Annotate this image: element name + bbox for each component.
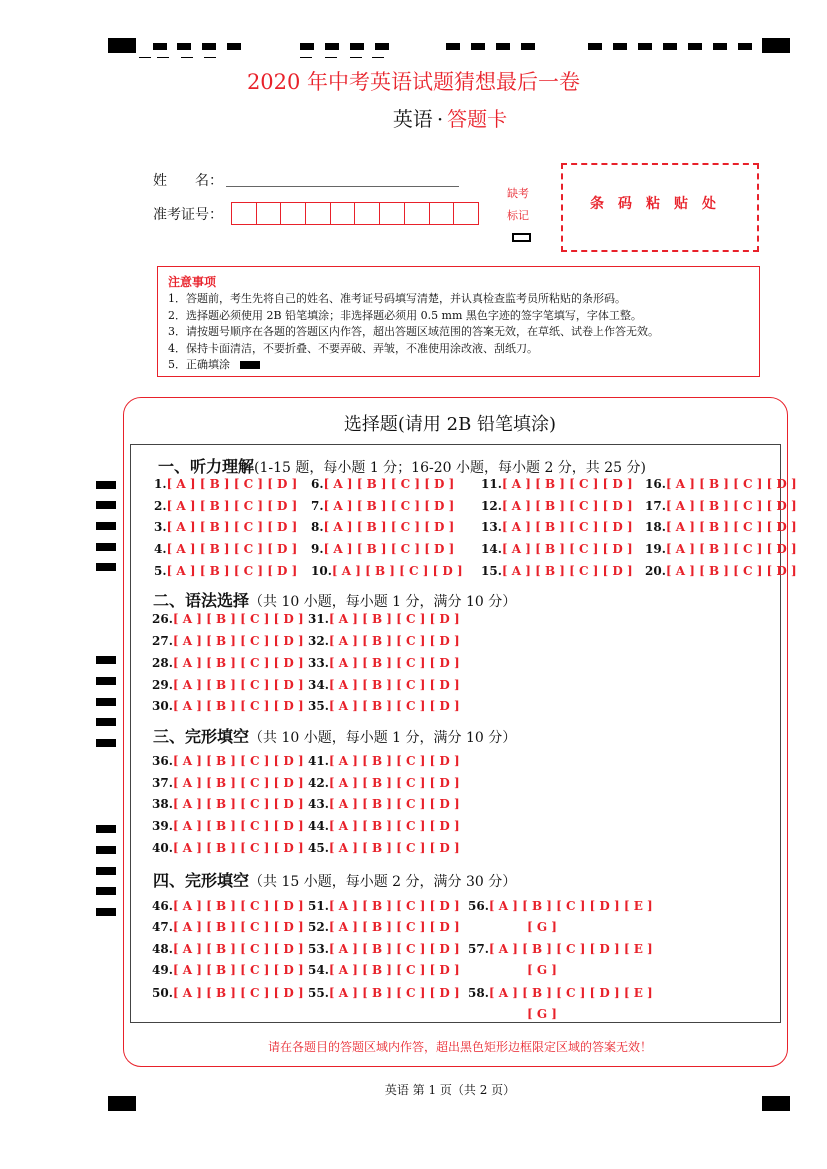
timing-mark [762,38,790,53]
absent-line2: 标记 [507,209,529,222]
question-36[interactable] [152,754,304,768]
question-number: 41. [308,754,329,768]
question-14[interactable] [481,542,633,556]
question-number: 18. [645,520,666,534]
footer-warning: 请在各题目的答题区域内作答，超出黑色矩形边框限定区域的答案无效！ [267,1040,652,1054]
page-title: 2020 年中考英语试题猜想最后一卷 [246,70,581,94]
question-number: 56. [468,899,489,913]
answer-options[interactable]: [ A ] [ B ] [ C ] [ D ] [328,899,460,913]
question-number: 14. [481,542,502,556]
timing-mark [96,825,116,833]
answer-options[interactable]: [ A ] [ B ] [ C ] [ D ] [328,963,460,977]
timing-mark [496,43,510,50]
answer-options[interactable]: [ A ] [ B ] [ C ] [ D ] [328,678,460,692]
timing-mark [108,38,136,53]
section-name: 一、听力理解 [158,457,255,476]
answer-options[interactable]: [ G ] [527,920,557,934]
question-52[interactable] [308,920,460,934]
answer-options[interactable]: [ A ] [ B ] [ C ] [ D ] [ E ] [488,986,653,1000]
question-4[interactable] [154,542,297,556]
answer-options[interactable]: [ A ] [ B ] [ C ] [ D ] [665,477,797,491]
answer-options[interactable]: [ A ] [ B ] [ C ] [ D ] [328,986,460,1000]
question-number: 11. [481,477,502,491]
question-35[interactable] [308,699,460,713]
answer-option-g-57[interactable] [527,963,557,977]
question-9[interactable] [311,542,454,556]
answer-options[interactable]: [ A ] [ B ] [ C ] [ D ] [166,477,298,491]
question-number: 10. [311,564,332,578]
timing-mark [300,43,314,50]
separator: · [436,107,444,131]
id-digit-box[interactable] [405,203,430,224]
timing-mark [96,908,116,916]
question-number: 26. [152,612,173,626]
answer-options[interactable]: [ A ] [ B ] [ C ] [ D ] [323,477,455,491]
question-number: 27. [152,634,173,648]
answer-options[interactable]: [ A ] [ B ] [ C ] [ D ] [172,819,304,833]
question-number: 5. [154,564,167,578]
answer-options[interactable]: [ A ] [ B ] [ C ] [ D ] [172,841,304,855]
question-number: 50. [152,986,173,1000]
timing-mark [96,543,116,551]
id-digit-box[interactable] [306,203,331,224]
answer-options[interactable]: [ A ] [ B ] [ C ] [ D ] [172,612,304,626]
question-31[interactable] [308,612,460,626]
question-number: 6. [311,477,324,491]
question-number: 15. [481,564,502,578]
section-header-listening [158,454,646,477]
notice-item: 4．保持卡面清洁，不要折叠、不要弄破、弄皱，不准使用涂改液、刮纸刀。 [168,341,538,355]
timing-mark [108,1096,136,1111]
timing-mark [638,43,652,50]
section-header-cloze [153,724,516,747]
question-number: 35. [308,699,329,713]
timing-mark [96,718,116,726]
question-13[interactable] [481,520,633,534]
question-5[interactable] [154,564,297,578]
id-digit-box[interactable] [232,203,257,224]
question-number: 38. [152,797,173,811]
question-11[interactable] [481,477,633,491]
answer-options[interactable]: [ A ] [ B ] [ C ] [ D ] [328,797,460,811]
question-20[interactable] [645,564,797,578]
answer-options[interactable]: [ A ] [ B ] [ C ] [ D ] [172,942,304,956]
timing-mark [96,563,116,571]
timing-mark [663,43,677,50]
fill-sample [240,361,260,369]
question-34[interactable] [308,678,460,692]
question-39[interactable] [152,819,304,833]
notice-title: 注意事项 [168,275,217,289]
question-number: 29. [152,678,173,692]
timing-mark [325,43,339,50]
question-number: 3. [154,520,167,534]
answer-option-g-56[interactable] [527,920,557,934]
answer-options[interactable]: [ A ] [ B ] [ C ] [ D ] [172,986,304,1000]
question-15[interactable] [481,564,633,578]
card-label: 答题卡 [447,107,508,131]
timing-mark [96,677,116,685]
timing-mark [96,846,116,854]
answer-options[interactable]: [ A ] [ B ] [ C ] [ D ] [172,634,304,648]
question-40[interactable] [152,841,304,855]
question-number: 9. [311,542,324,556]
question-26[interactable] [152,612,304,626]
question-number: 45. [308,841,329,855]
question-number: 54. [308,963,329,977]
id-digit-box[interactable] [430,203,455,224]
answer-options[interactable]: [ A ] [ B ] [ C ] [ D ] [665,520,797,534]
question-number: 40. [152,841,173,855]
timing-mark [446,43,460,50]
question-28[interactable] [152,656,304,670]
question-number: 58. [468,986,489,1000]
answer-options[interactable]: [ A ] [ B ] [ C ] [ D ] [328,841,460,855]
question-44[interactable] [308,819,460,833]
question-58[interactable] [468,986,653,1000]
timing-mark [613,43,627,50]
timing-mark [204,57,216,58]
question-27[interactable] [152,634,304,648]
question-1[interactable] [154,477,297,491]
timing-mark [96,522,116,530]
question-number: 36. [152,754,173,768]
timing-mark [139,57,151,58]
timing-mark [96,501,116,509]
answer-options[interactable]: [ A ] [ B ] [ C ] [ D ] [172,963,304,977]
answer-options[interactable]: [ G ] [527,1007,557,1021]
answer-options[interactable]: [ A ] [ B ] [ C ] [ D ] [501,564,633,578]
timing-mark [157,57,169,58]
name-field[interactable] [226,185,459,187]
timing-mark [202,43,216,50]
timing-mark [300,57,312,58]
id-number-boxes[interactable] [231,202,479,225]
answer-options[interactable]: [ A ] [ B ] [ C ] [ D ] [172,678,304,692]
timing-mark [181,57,193,58]
question-number: 43. [308,797,329,811]
section-name: 三、完形填空 [153,727,250,746]
question-number: 7. [311,499,324,513]
answer-options[interactable]: [ A ] [ B ] [ C ] [ D ] [501,477,633,491]
answer-options[interactable]: [ A ] [ B ] [ C ] [ D ] [328,634,460,648]
question-41[interactable] [308,754,460,768]
answer-options[interactable]: [ A ] [ B ] [ C ] [ D ] [328,656,460,670]
question-18[interactable] [645,520,797,534]
answer-options[interactable]: [ A ] [ B ] [ C ] [ D ] [665,564,797,578]
question-3[interactable] [154,520,297,534]
answer-options[interactable]: [ A ] [ B ] [ C ] [ D ] [501,499,633,513]
notice-item: 1．答题前，考生先将自己的姓名、准考证号码填写清楚，并认真检查监考员所粘贴的条形码。 [168,292,626,305]
timing-mark [227,43,241,50]
question-number: 57. [468,942,489,956]
question-47[interactable] [152,920,304,934]
section-note: （共 10 小题，每小题 1 分，满分 10 分） [249,594,517,610]
timing-mark [688,43,702,50]
question-10[interactable] [311,564,463,578]
answer-options[interactable]: [ A ] [ B ] [ C ] [ D ] [166,564,298,578]
question-number: 8. [311,520,324,534]
id-digit-box[interactable] [257,203,282,224]
question-54[interactable] [308,963,460,977]
question-number: 31. [308,612,329,626]
answer-options[interactable]: [ A ] [ B ] [ C ] [ D ] [172,776,304,790]
question-number: 20. [645,564,666,578]
question-number: 12. [481,499,502,513]
question-7[interactable] [311,499,454,513]
absent-mark-label [499,183,537,227]
section-note: (1-15 题，每小题 1 分；16-20 小题，每小题 2 分，共 25 分) [254,460,646,476]
timing-mark [521,43,535,50]
timing-mark [375,43,389,50]
timing-mark [588,43,602,50]
timing-mark [96,739,116,747]
answer-options[interactable]: [ A ] [ B ] [ C ] [ D ] [172,797,304,811]
name-label: 姓 名： [153,173,223,189]
question-46[interactable] [152,899,304,913]
question-number: 33. [308,656,329,670]
question-17[interactable] [645,499,797,513]
question-number: 17. [645,499,666,513]
question-55[interactable] [308,986,460,1000]
id-digit-box[interactable] [355,203,380,224]
question-number: 32. [308,634,329,648]
answer-options[interactable]: [ A ] [ B ] [ C ] [ D ] [328,942,460,956]
id-digit-box[interactable] [380,203,405,224]
answer-options[interactable]: [ A ] [ B ] [ C ] [ D ] [172,699,304,713]
question-33[interactable] [308,656,460,670]
question-number: 1. [154,477,167,491]
question-number: 48. [152,942,173,956]
question-number: 39. [152,819,173,833]
question-49[interactable] [152,963,304,977]
question-43[interactable] [308,797,460,811]
answer-options[interactable]: [ A ] [ B ] [ C ] [ D ] [328,776,460,790]
question-number: 28. [152,656,173,670]
answer-options[interactable]: [ A ] [ B ] [ C ] [ D ] [172,754,304,768]
barcode-area: 条码粘贴处 [561,163,759,252]
answer-options[interactable]: [ A ] [ B ] [ C ] [ D ] [ E ] [488,899,653,913]
question-number: 13. [481,520,502,534]
answer-options[interactable]: [ A ] [ B ] [ C ] [ D ] [665,499,797,513]
question-29[interactable] [152,678,304,692]
question-51[interactable] [308,899,460,913]
question-number: 47. [152,920,173,934]
timing-mark [96,867,116,875]
question-number: 30. [152,699,173,713]
answer-options[interactable]: [ A ] [ B ] [ C ] [ D ] [166,542,298,556]
section-name: 四、完形填空 [153,871,250,890]
section-header-cloze2 [153,868,516,891]
absent-mark-box[interactable] [512,233,531,242]
question-48[interactable] [152,942,304,956]
question-30[interactable] [152,699,304,713]
answer-options[interactable]: [ A ] [ B ] [ C ] [ D ] [166,499,298,513]
question-37[interactable] [152,776,304,790]
notice-item [168,357,749,374]
id-digit-box[interactable] [331,203,356,224]
question-42[interactable] [308,776,460,790]
choice-section-title: 选择题(请用 2B 铅笔填涂) [343,414,557,435]
question-number: 53. [308,942,329,956]
absent-line1: 缺考 [507,187,529,200]
answer-options[interactable]: [ A ] [ B ] [ C ] [ D ] [501,520,633,534]
question-38[interactable] [152,797,304,811]
question-16[interactable] [645,477,797,491]
question-number: 19. [645,542,666,556]
notice-item: 2．选择题必须使用 2B 铅笔填涂；非选择题必须用 0.5 mm 黑色字迹的签字笔填写，字体工整。 [168,308,642,322]
timing-mark [325,57,337,58]
answer-options[interactable]: [ A ] [ B ] [ C ] [ D ] [328,920,460,934]
answer-options[interactable]: [ A ] [ B ] [ C ] [ D ] [323,542,455,556]
question-number: 44. [308,819,329,833]
question-12[interactable] [481,499,633,513]
answer-options[interactable]: [ A ] [ B ] [ C ] [ D ] [665,542,797,556]
timing-mark [471,43,485,50]
answer-options[interactable]: [ A ] [ B ] [ C ] [ D ] [331,564,463,578]
timing-mark [96,481,116,489]
timing-mark [350,57,362,58]
answer-options[interactable]: [ A ] [ B ] [ C ] [ D ] [323,499,455,513]
question-53[interactable] [308,942,460,956]
answer-option-g-58[interactable] [527,1007,557,1021]
question-number: 37. [152,776,173,790]
question-56[interactable] [468,899,653,913]
question-number: 51. [308,899,329,913]
page-number: 英语 第 1 页（共 2 页） [384,1083,516,1097]
question-45[interactable] [308,841,460,855]
answer-options[interactable]: [ A ] [ B ] [ C ] [ D ] [328,612,460,626]
answer-options[interactable]: [ A ] [ B ] [ C ] [ D ] [ E ] [488,942,653,956]
question-number: 42. [308,776,329,790]
timing-mark [372,57,384,58]
question-19[interactable] [645,542,797,556]
answer-options[interactable]: [ A ] [ B ] [ C ] [ D ] [501,542,633,556]
id-label: 准考证号： [153,207,223,223]
timing-mark [153,43,167,50]
timing-mark [96,656,116,664]
question-50[interactable] [152,986,304,1000]
question-number: 16. [645,477,666,491]
question-number: 49. [152,963,173,977]
notice-box [157,266,760,377]
answer-options[interactable]: [ G ] [527,963,557,977]
notice-item: 3．请按题号顺序在各题的答题区内作答，超出答题区域范围的答案无效，在草纸、试卷上作答无效。 [168,325,659,338]
section-note: （共 15 小题，每小题 2 分，满分 30 分） [249,874,517,890]
timing-mark [96,698,116,706]
question-number: 52. [308,920,329,934]
timing-mark [713,43,727,50]
answer-options[interactable]: [ A ] [ B ] [ C ] [ D ] [166,520,298,534]
answer-options[interactable]: [ A ] [ B ] [ C ] [ D ] [172,656,304,670]
question-2[interactable] [154,499,297,513]
notice-item-text: 5．正确填涂 [168,358,230,371]
section-header-grammar [153,588,516,611]
question-number: 46. [152,899,173,913]
card-subtitle [0,103,827,132]
timing-mark [762,1096,790,1111]
answer-options[interactable]: [ A ] [ B ] [ C ] [ D ] [323,520,455,534]
section-name: 二、语法选择 [153,591,250,610]
section-note: （共 10 小题，每小题 1 分，满分 10 分） [249,730,517,746]
answer-options[interactable]: [ A ] [ B ] [ C ] [ D ] [172,920,304,934]
question-32[interactable] [308,634,460,648]
answer-options[interactable]: [ A ] [ B ] [ C ] [ D ] [328,754,460,768]
answer-options[interactable]: [ A ] [ B ] [ C ] [ D ] [328,699,460,713]
answer-options[interactable]: [ A ] [ B ] [ C ] [ D ] [172,899,304,913]
question-number: 4. [154,542,167,556]
id-digit-box[interactable] [281,203,306,224]
id-digit-box[interactable] [454,203,478,224]
timing-mark [738,43,752,50]
timing-mark [350,43,364,50]
question-number: 34. [308,678,329,692]
question-57[interactable] [468,942,653,956]
timing-mark [177,43,191,50]
answer-options[interactable]: [ A ] [ B ] [ C ] [ D ] [328,819,460,833]
subject-label: 英语 [392,107,433,131]
timing-mark [96,887,116,895]
question-number: 2. [154,499,167,513]
question-8[interactable] [311,520,454,534]
question-6[interactable] [311,477,454,491]
question-number: 55. [308,986,329,1000]
